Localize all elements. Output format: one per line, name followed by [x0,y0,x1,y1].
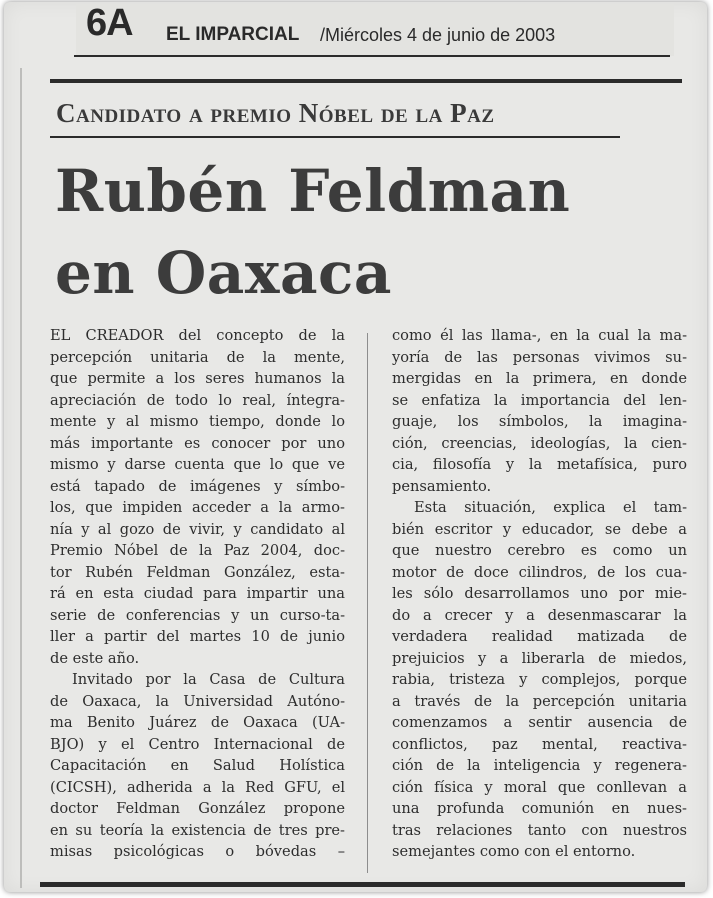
article-text-line: conflictos, paz mental, reactiva- [392,735,687,753]
article-text-line: rá en esta ciudad para impartir una [50,585,345,602]
article-text-line: de este año. [50,649,140,667]
article-text-line: percepción unitaria de la mente, [50,348,345,366]
article-text-line: comenzamos a sentir ausencia de [392,714,687,731]
article-text-line: los, que impiden acceder a la armo- [50,499,345,516]
article-text-line: serie de conferencias y un curso-ta- [50,606,345,624]
column-divider [367,333,368,873]
article-text-line: Esta situación, explica el tam- [414,499,687,516]
article-text-line: doctor Feldman González propone [50,800,345,817]
article-text-line: nía y al gozo de vivir, y candidato al [50,520,345,538]
article-text-line: que nuestro cerebro es como un [392,542,687,559]
article-text-line: de Oaxaca, la Universidad Autóno- [50,692,345,710]
header-rule [74,55,670,57]
top-thick-rule [50,79,682,83]
article-text-line: semejantes como con el entorno. [392,843,636,860]
article-text-line: BJO) y el Centro Internacional de [50,735,345,753]
article-text-line: misas psicológicas o bóvedas – [50,843,345,860]
newspaper-name: EL IMPARCIAL [166,24,300,45]
article-text-line: bién escritor y educador, se debe a [392,520,687,538]
article-text-line: EL CREADOR del concepto de la [50,327,345,344]
article-text-line: una profunda comunión en nues- [392,800,687,817]
article-kicker: Candidato a premio Nóbel de la Paz [56,98,495,128]
bottom-thick-rule [40,882,685,887]
article-text-line: les sólo desarrollamos uno por mie- [392,585,687,602]
article-text-line: como él las llama-, en la cual la ma- [392,327,687,344]
article-text-line: ción física y moral que conllevan a [392,778,687,796]
article-text-line: ma Benito Juárez de Oaxaca (UA- [50,714,345,731]
issue-date: /Miércoles 4 de junio de 2003 [320,25,556,45]
article-text-line: ller a partir del martes 10 de junio [50,628,345,645]
article-text-line: se enfatiza la importancia del len- [392,391,687,409]
article-headline [55,150,695,314]
article-text-line: yoría de las personas vivimos su- [392,348,687,366]
page-edge-shadow [20,68,22,888]
article-text-line: a través de la percepción unitaria [392,692,687,710]
article-text-line: cia, filosofía y la metafísica, puro [392,456,687,473]
article-text-line: que permite a los seres humanos la [50,370,345,387]
headline-line-2: en Oaxaca [55,239,392,307]
article-text-line: mergidas en la primera, en donde [392,370,687,387]
article-column-left [50,325,345,863]
headline-line-1: Rubén Feldman [55,157,571,225]
page-number: 6A [86,2,133,44]
article-text-line: apreciación de todo lo real, íntegra- [50,391,345,409]
article-text-line: tras relaciones tanto con nuestros [392,821,687,839]
article-text-line: pensamiento. [392,477,492,495]
article-text-line: motor de doce cilindros, de los cua- [392,563,687,581]
article-text-line: tor Rubén Feldman González, esta- [50,563,345,581]
article-text-line: en su teoría la existencia de tres pre- [50,821,345,839]
article-text-line: está tapado de imágenes y símbo- [50,477,345,495]
article-text-line: mente y al mismo tiempo, donde lo [50,413,345,430]
article-text-line: Invitado por la Casa de Cultura [72,671,345,688]
article-text-line: Capacitación en Salud Holística [50,757,345,774]
article-text-line: (CICSH), adherida a la Red GFU, el [50,778,345,796]
article-text-line: ción de la inteligencia y regenera- [392,757,687,774]
article-text-line: Premio Nóbel de la Paz 2004, doc- [50,542,345,559]
article-text-line: verdadera realidad matizada de [392,628,687,645]
kicker-underline [50,136,620,138]
article-text-line: guaje, los símbolos, la imagina- [392,413,687,430]
article-text-line: mismo y darse cuenta que lo que ve [50,456,345,473]
article-text-line: prejuicios y a liberarla de miedos, [392,649,687,667]
article-column-right [392,325,687,863]
article-text-line: más importante es conocer por uno [50,434,345,452]
article-text-line: ción, creencias, ideologías, la cien- [392,434,687,452]
article-text-line: do a crecer y a desenmascarar la [392,606,687,624]
article-text-line: rabia, tristeza y complejos, porque [392,671,687,688]
